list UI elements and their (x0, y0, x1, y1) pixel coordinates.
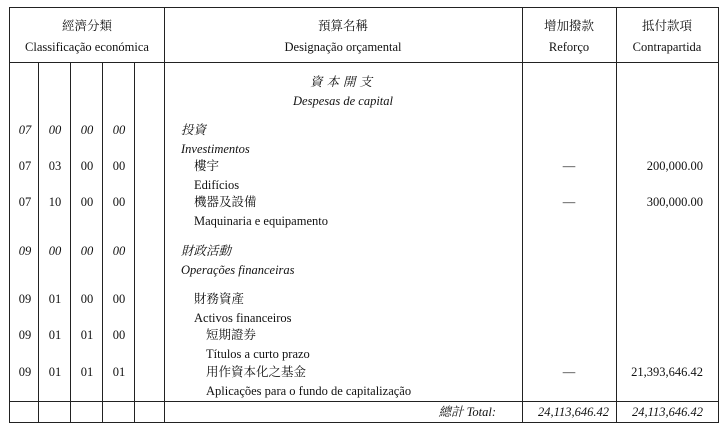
section-title-zh: 資本開支 (309, 75, 377, 89)
col-divider-contrapartida (616, 7, 617, 423)
designation-zh: 投資 (181, 123, 207, 137)
reforco-value: — (562, 195, 576, 209)
total-contrapartida: 24,113,646.42 (632, 405, 703, 419)
code-cell: 00 (112, 244, 126, 258)
code-cell: 00 (112, 123, 126, 137)
code-cell: 09 (18, 365, 32, 379)
frame-top (9, 7, 719, 8)
frame-left (9, 7, 10, 423)
designation-zh: 財務資產 (194, 292, 245, 306)
code-cell: 07 (18, 159, 32, 173)
header-classification-pt: Classificação económica (25, 40, 149, 54)
header-counterpart-pt: Contrapartida (632, 40, 702, 54)
code-cell: 00 (112, 292, 126, 306)
reforco-value: — (562, 159, 576, 173)
header-classification-zh: 經濟分類 (61, 19, 113, 33)
total-label: 總計 Total: (438, 405, 496, 419)
contrapartida-value: 300,000.00 (646, 195, 703, 209)
code-cell: 00 (80, 123, 94, 137)
designation-pt: Edifícios (194, 178, 240, 192)
header-divider (9, 62, 719, 63)
section-title-pt: Despesas de capital (293, 94, 393, 108)
contrapartida-value: 200,000.00 (646, 159, 703, 173)
code-cell: 01 (48, 292, 62, 306)
designation-pt: Aplicações para o fundo de capitalização (206, 384, 412, 398)
code-cell: 01 (80, 328, 94, 342)
code-cell: 01 (48, 365, 62, 379)
frame-right (718, 7, 719, 423)
code-cell: 00 (80, 159, 94, 173)
code-cell: 01 (112, 365, 126, 379)
designation-pt: Activos financeiros (194, 311, 292, 325)
code-cell: 07 (18, 123, 32, 137)
code-cell: 09 (18, 244, 32, 258)
frame-bottom (9, 422, 719, 423)
header-designation-pt: Designação orçamental (284, 40, 402, 54)
header-reinforcement-zh: 增加撥款 (543, 19, 595, 33)
designation-zh: 機器及設備 (194, 195, 257, 209)
code-divider-4 (134, 62, 135, 423)
col-divider-designation (164, 7, 165, 423)
designation-zh: 樓宇 (194, 159, 220, 173)
code-cell: 00 (80, 195, 94, 209)
designation-zh: 財政活動 (181, 244, 232, 258)
designation-pt: Operações financeiras (181, 263, 295, 277)
code-cell: 00 (48, 244, 62, 258)
code-cell: 00 (80, 292, 94, 306)
code-cell: 01 (48, 328, 62, 342)
designation-pt: Títulos a curto prazo (206, 347, 310, 361)
code-cell: 10 (48, 195, 62, 209)
code-cell: 00 (112, 159, 126, 173)
code-divider-3 (102, 62, 103, 423)
code-cell: 01 (80, 365, 94, 379)
code-cell: 07 (18, 195, 32, 209)
reforco-value: — (562, 365, 576, 379)
code-cell: 09 (18, 328, 32, 342)
col-divider-reforco (522, 7, 523, 423)
designation-zh: 用作資本化之基金 (206, 365, 307, 379)
total-reforco: 24,113,646.42 (538, 405, 609, 419)
contrapartida-value: 21,393,646.42 (631, 365, 703, 379)
header-reinforcement-pt: Reforço (548, 40, 590, 54)
designation-pt: Investimentos (181, 142, 250, 156)
header-counterpart-zh: 抵付款項 (641, 19, 693, 33)
code-cell: 09 (18, 292, 32, 306)
header-designation-zh: 預算名稱 (317, 19, 369, 33)
code-cell: 00 (80, 244, 94, 258)
designation-pt: Maquinaria e equipamento (194, 214, 328, 228)
code-cell: 03 (48, 159, 62, 173)
code-cell: 00 (48, 123, 62, 137)
code-cell: 00 (112, 195, 126, 209)
code-cell: 00 (112, 328, 126, 342)
code-divider-1 (38, 62, 39, 423)
code-divider-2 (70, 62, 71, 423)
total-divider (9, 401, 719, 402)
designation-zh: 短期證券 (206, 328, 257, 342)
